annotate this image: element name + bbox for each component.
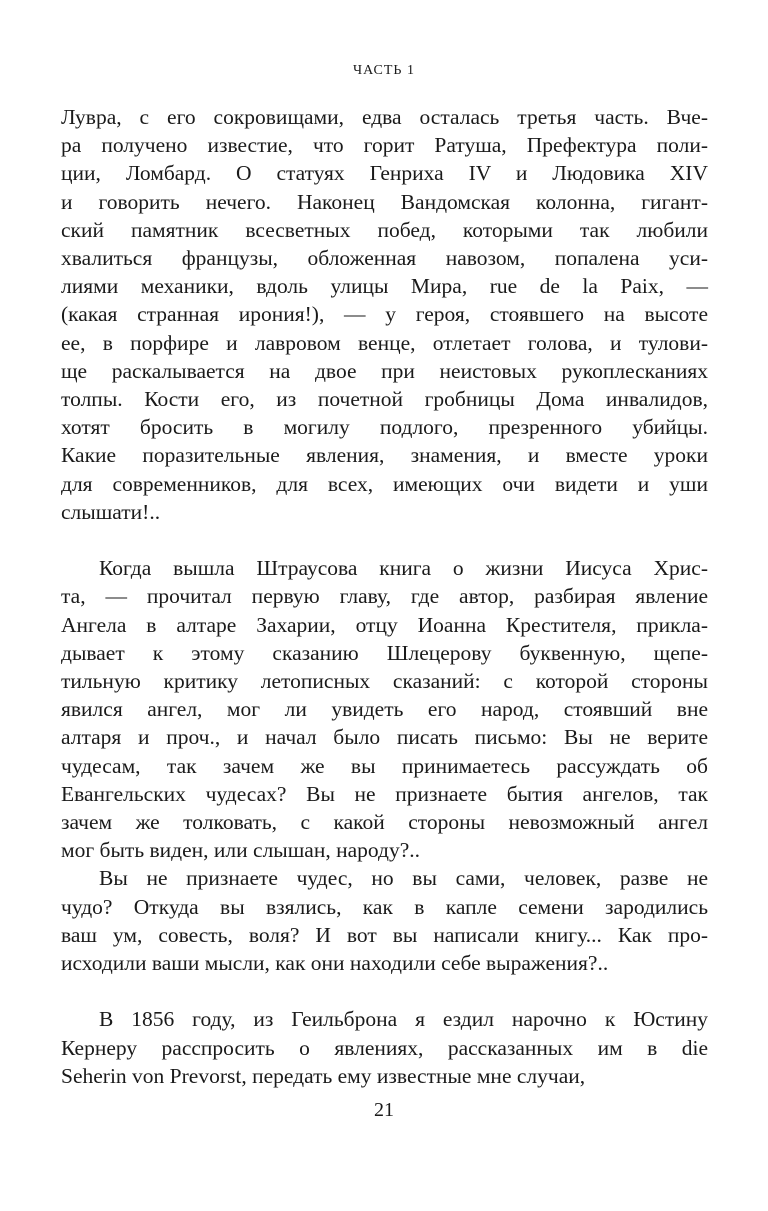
text-line: дывает к этому сказанию Шлецерову буквенную, щепе- (61, 640, 708, 665)
text-line: Когда вышла Штраусова книга о жизни Иисуса Хрис- (99, 556, 708, 581)
text-line: и говорить нечего. Наконец Вандомская колонна, гигант- (61, 189, 708, 214)
text-line: для современников, для всех, имеющих очи видети и уши (61, 471, 708, 496)
text-line: Вы не признаете чудес, но вы сами, человек, разве не (99, 866, 708, 891)
text-line: Лувра, с его сокровищами, едва осталась третья часть. Вче- (61, 105, 708, 129)
text-line: ра получено известие, что горит Ратуша, Префектура поли- (61, 133, 708, 158)
text-line: (какая странная ирония!), — у героя, стоявшего на высоте (61, 302, 708, 327)
text-line: мог быть виден, или слышан, народу?.. (61, 838, 421, 863)
text-line: явился ангел, мог ли увидеть его народ, стоявший вне (61, 697, 708, 722)
text-line: Какие поразительные явления, знамения, и вместе уроки (61, 443, 708, 468)
text-line: В 1856 году, из Геильброна я ездил нарочно к Юстину (99, 1007, 708, 1032)
text-line: ции, Ломбард. О статуях Генриха IV и Людовика XIV (61, 161, 708, 186)
text-line: толпы. Кости его, из почетной гробницы Дома инвалидов, (61, 387, 708, 412)
text-line: Евангельских чудесах? Вы не признаете бытия ангелов, так (61, 781, 708, 806)
text-line: Кернеру расспросить о явлениях, рассказанных им в die (61, 1035, 708, 1060)
text-line: чудо? Откуда вы взялись, как в капле семени зародились (61, 894, 708, 919)
paragraph (61, 554, 708, 864)
paragraph (61, 103, 708, 526)
text-line: исходили ваши мысли, как они находили себе выражения?.. (61, 951, 609, 976)
text-line: ще раскалывается на двое при неистовых рукоплесканиях (61, 358, 708, 383)
text-line: ский памятник всесветных побед, которыми так любили (61, 217, 708, 242)
running-header: ЧАСТЬ 1 (353, 63, 415, 78)
paragraph (61, 864, 708, 977)
text-line: слышати!.. (61, 499, 161, 524)
text-line: Ангела в алтаре Захарии, отцу Иоанна Крестителя, прикла- (61, 612, 708, 637)
text-line: хотят бросить в могилу подлого, презренного убийцы. (61, 415, 708, 440)
text-line: чудесам, так зачем же вы принимаетесь рассуждать об (61, 753, 708, 778)
text-line: Seherin von Prevorst, передать ему известные мне случаи, (61, 1063, 586, 1088)
text-line: алтаря и проч., и начал было писать письмо: Вы не верите (61, 725, 708, 750)
page-number: 21 (374, 1099, 394, 1121)
text-line: зачем же толковать, с какой стороны невозможный ангел (61, 810, 708, 835)
text-line: ваш ум, совесть, воля? И вот вы написали книгу... Как про- (61, 922, 708, 947)
text-line: тильную критику летописных сказаний: с которой стороны (61, 669, 708, 694)
body-text (61, 103, 708, 1090)
text-line: лиями механики, вдоль улицы Мира, rue de la Paix, — (61, 274, 708, 299)
text-line: та, — прочитал первую главу, где автор, разбирая явление (61, 584, 708, 609)
paragraph (61, 1005, 708, 1090)
text-line: ее, в порфире и лавровом венце, отлетает голова, и тулови- (61, 330, 708, 355)
text-line: хвалиться французы, обложенная навозом, попалена уси- (61, 246, 708, 271)
